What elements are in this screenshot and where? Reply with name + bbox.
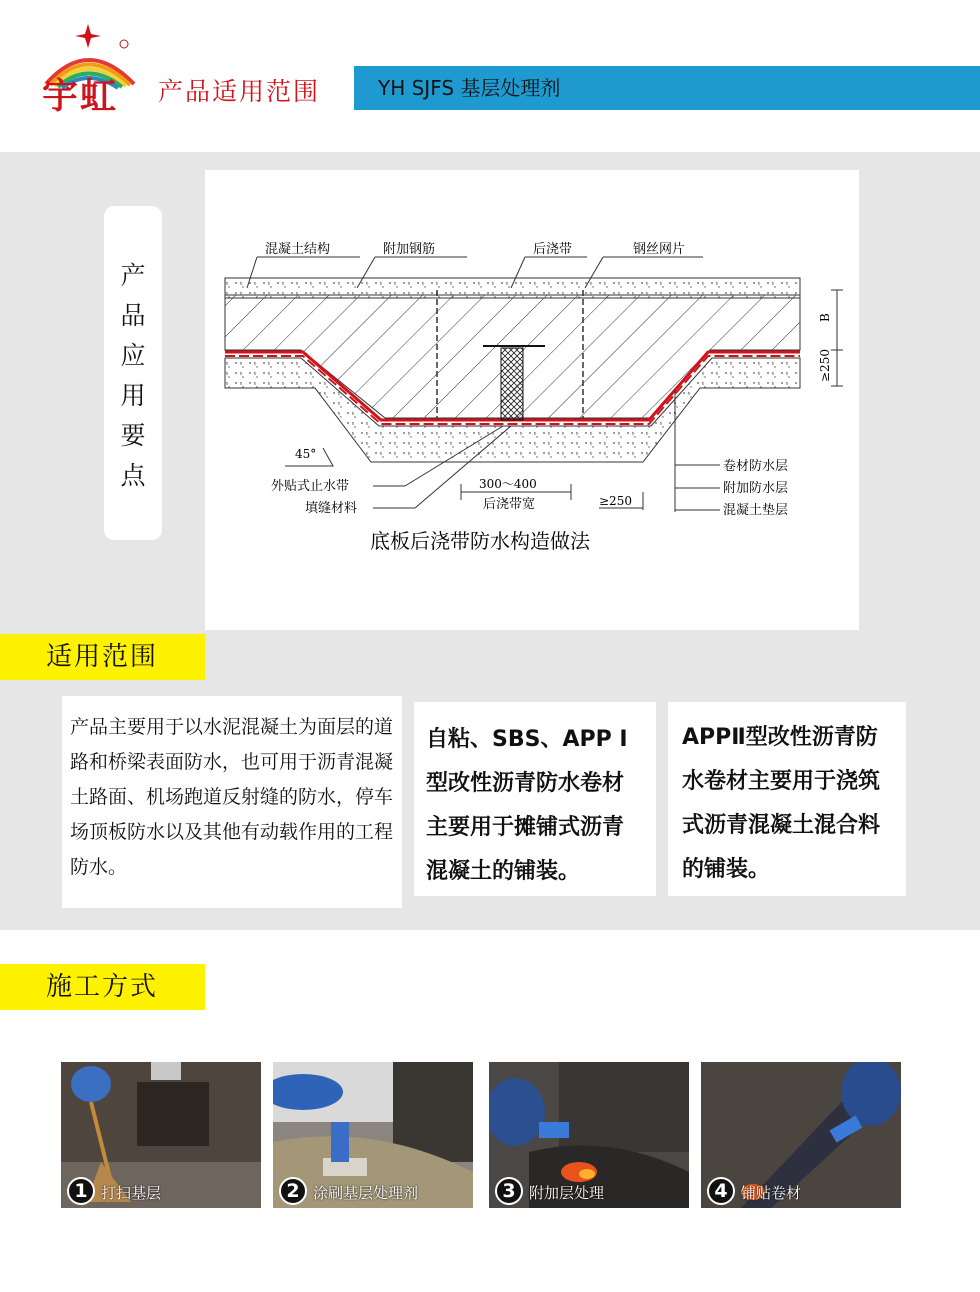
- step-photo-2: [273, 1062, 473, 1208]
- vertical-char: 应: [120, 341, 146, 370]
- label-wire-mesh: 钢丝网片: [633, 242, 686, 257]
- header: [0, 0, 980, 152]
- diagram-card: [205, 170, 859, 630]
- diagram-caption: 底板后浇带防水构造做法: [370, 529, 590, 553]
- vertical-char: 品: [120, 301, 146, 330]
- step-photo-1: [61, 1062, 261, 1208]
- vertical-label: [104, 206, 162, 540]
- dim-250-side: ≥250: [818, 349, 832, 382]
- section-tag-method: 施工方式: [0, 964, 205, 1010]
- vertical-char: 点: [120, 461, 146, 490]
- construction-diagram: [205, 170, 859, 630]
- label-membrane: 卷材防水层: [723, 459, 789, 474]
- scope-card-1: 产品主要用于以水泥混凝土为面层的道路和桥梁表面防水，也可用于沥青混凝土路面、机场跑道反射缝的防水，停车场顶板防水以及其他有动载作用的工程防水。: [62, 696, 402, 908]
- header-title: 产品适用范围: [158, 77, 321, 106]
- step-label: 涂刷基层处理剂: [313, 1184, 419, 1202]
- vertical-char: 用: [120, 381, 146, 410]
- step-number: 4: [707, 1177, 735, 1205]
- scope-card-2: 自粘、SBS、APP Ⅰ型改性沥青防水卷材主要用于摊铺式沥青混凝土的铺装。: [414, 702, 656, 896]
- label-concrete-structure: 混凝土结构: [265, 242, 331, 257]
- step-number: 1: [67, 1177, 95, 1205]
- label-waterstop: 外贴式止水带: [271, 479, 350, 494]
- step-label: 铺贴卷材: [741, 1184, 802, 1202]
- dim-b: B: [818, 313, 832, 322]
- logo-text: 宇虹: [42, 76, 119, 117]
- label-250-bottom: ≥250: [599, 494, 632, 508]
- label-angle: 45°: [295, 447, 317, 461]
- step-photo-3: [489, 1062, 689, 1208]
- vertical-char: 要: [120, 421, 146, 450]
- label-post-pour: 后浇带: [533, 242, 573, 257]
- product-name-bar: YH SJFS 基层处理剂: [354, 66, 980, 110]
- step-label: 打扫基层: [101, 1184, 162, 1202]
- label-extra-waterproof: 附加防水层: [723, 481, 789, 496]
- vertical-char: 产: [120, 261, 146, 290]
- step-number: 3: [495, 1177, 523, 1205]
- scope-card-3: APPⅡ型改性沥青防水卷材主要用于浇筑式沥青混凝土混合料的铺装。: [668, 702, 906, 896]
- step-label: 附加层处理: [529, 1184, 605, 1202]
- step-number: 2: [279, 1177, 307, 1205]
- label-width: 后浇带宽: [483, 497, 536, 512]
- section-tag-scope: 适用范围: [0, 634, 205, 680]
- label-added-rebar: 附加钢筋: [383, 242, 436, 257]
- label-width-range: 300～400: [479, 477, 537, 491]
- label-filler: 填缝材料: [305, 501, 358, 516]
- step-photo-4: [701, 1062, 901, 1208]
- label-cushion: 混凝土垫层: [723, 503, 789, 518]
